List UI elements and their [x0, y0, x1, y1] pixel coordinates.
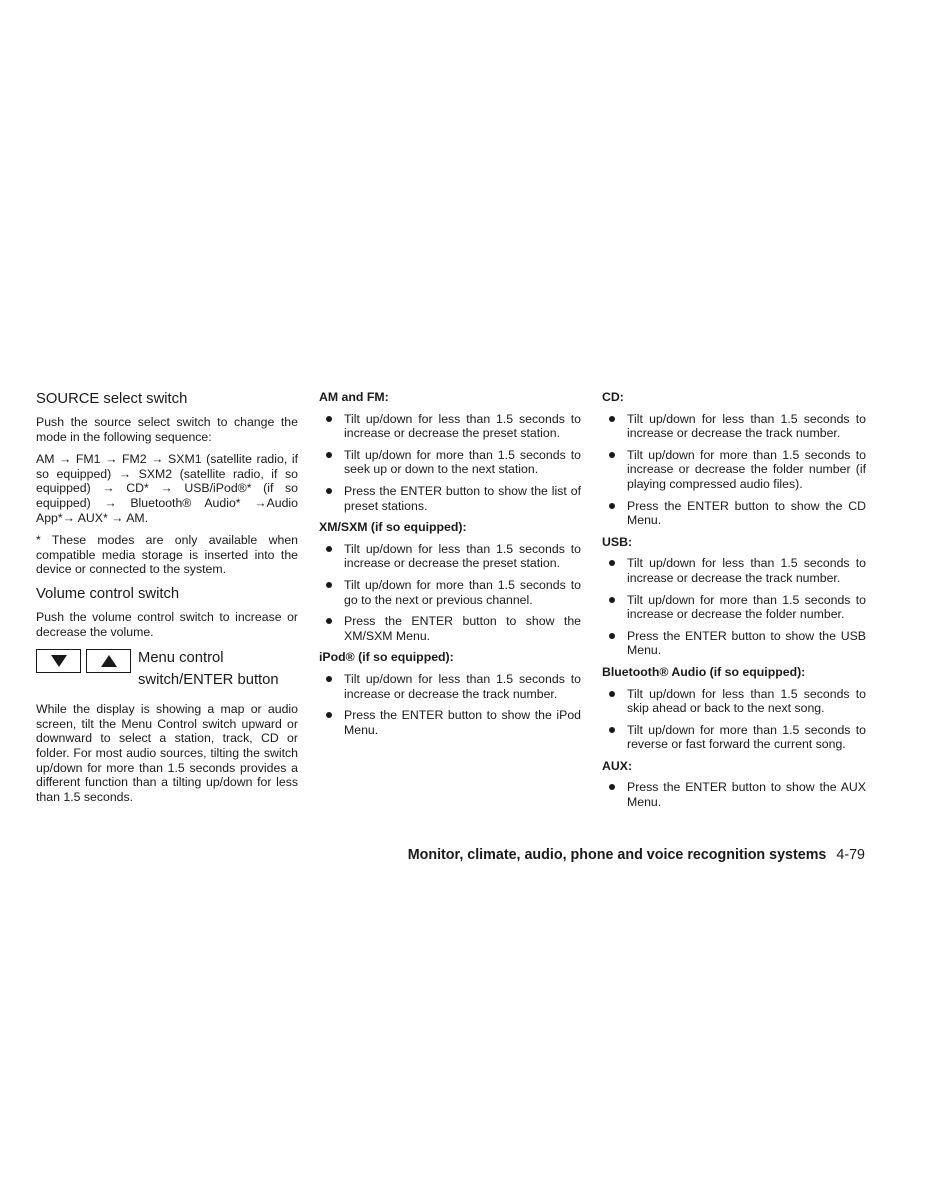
list-item — [602, 629, 866, 658]
bullet-icon — [326, 546, 332, 552]
xm-sxm-heading: XM/SXM (if so equipped): — [319, 520, 467, 535]
list-item — [602, 499, 866, 528]
list-item — [602, 780, 866, 809]
page-footer — [408, 847, 865, 863]
bullet-icon — [326, 488, 332, 494]
list-item-text: Tilt up/down for less than 1.5 seconds to skip ahead or back to the next song. — [627, 686, 866, 716]
up-button-graphic — [86, 649, 131, 673]
volume-control-heading: Volume control switch — [36, 585, 180, 602]
list-item — [602, 556, 866, 585]
list-item — [319, 484, 581, 513]
down-button-graphic — [36, 649, 81, 673]
bullet-icon — [609, 633, 615, 639]
bullet-icon — [326, 618, 332, 624]
ipod-heading: iPod® (if so equipped): — [319, 650, 454, 665]
menu-control-figure — [36, 647, 298, 693]
list-item-text: Press the ENTER button to show the AUX Menu. — [627, 780, 866, 810]
list-item-text: Tilt up/down for more than 1.5 seconds to increase or decrease the folder number (if playing compressed audio files). — [627, 447, 866, 491]
list-item — [319, 578, 581, 607]
list-item — [319, 542, 581, 571]
list-item-text: Press the ENTER button to show the iPod Menu. — [344, 708, 581, 737]
usb-list — [602, 556, 866, 658]
source-sequence: AM → FM1 → FM2 → SXM1 (satellite radio, if so equipped) → SXM2 (satellite radio, if so equipped) → CD* → USB/iPod®* (if so equipped) → Bluetooth® Audio* →Audio App*→ AUX* → AM. — [36, 452, 298, 525]
list-item-text: Press the ENTER button to show the USB Menu. — [627, 628, 866, 658]
middle-column — [319, 390, 581, 744]
bullet-icon — [609, 560, 615, 566]
bullet-icon — [326, 676, 332, 682]
list-item-text: Press the ENTER button to show the list of preset stations. — [344, 483, 581, 513]
cd-heading: CD: — [602, 390, 624, 404]
list-item — [602, 593, 866, 622]
list-item — [602, 687, 866, 716]
bullet-icon — [609, 416, 615, 422]
list-item-text: Press the ENTER button to show the CD Menu. — [627, 498, 866, 528]
list-item — [319, 614, 581, 643]
list-item — [602, 723, 866, 752]
up-arrow-icon — [101, 655, 117, 667]
down-arrow-icon — [51, 655, 67, 667]
menu-control-heading-line1: Menu control — [138, 650, 224, 667]
xm-sxm-list — [319, 542, 581, 644]
cd-list — [602, 412, 866, 528]
list-item-text: Tilt up/down for less than 1.5 seconds to increase or decrease the track number. — [627, 411, 866, 441]
ipod-list — [319, 672, 581, 737]
list-item — [602, 412, 866, 441]
page-number: 4-79 — [836, 847, 865, 863]
left-column — [36, 390, 298, 812]
list-item-text: Tilt up/down for less than 1.5 seconds to increase or decrease the track number. — [344, 671, 581, 701]
aux-heading: AUX: — [602, 758, 633, 773]
bullet-icon — [609, 727, 615, 733]
bullet-icon — [326, 712, 332, 718]
list-item-text: Tilt up/down for more than 1.5 seconds to reverse or fast forward the current song. — [627, 722, 866, 752]
list-item-text: Tilt up/down for less than 1.5 seconds to increase or decrease the preset station. — [344, 541, 581, 571]
list-item — [602, 448, 866, 492]
usb-heading: USB: — [602, 534, 633, 549]
list-item — [319, 412, 581, 441]
am-fm-heading: AM and FM: — [319, 390, 389, 404]
bluetooth-audio-heading: Bluetooth® Audio (if so equipped): — [602, 664, 806, 679]
list-item-text: Tilt up/down for more than 1.5 seconds to go to the next or previous channel. — [344, 577, 581, 607]
bullet-icon — [609, 597, 615, 603]
list-item — [319, 708, 581, 737]
source-select-intro: Push the source select switch to change the mode in the following sequence: — [36, 415, 298, 444]
aux-list — [602, 780, 866, 809]
bullet-icon — [609, 452, 615, 458]
bullet-icon — [326, 582, 332, 588]
source-select-heading: SOURCE select switch — [36, 391, 188, 407]
menu-control-heading — [138, 647, 308, 691]
list-item-text: Press the ENTER button to show the XM/SXM Menu. — [344, 614, 581, 643]
bullet-icon — [326, 452, 332, 458]
bullet-icon — [326, 416, 332, 422]
bullet-icon — [609, 784, 615, 790]
menu-control-heading-line2: switch/ENTER button — [138, 672, 279, 689]
list-item — [319, 672, 581, 701]
list-item-text: Tilt up/down for more than 1.5 seconds to increase or decrease the folder number. — [627, 592, 866, 622]
volume-control-text: Push the volume control switch to increase or decrease the volume. — [36, 609, 298, 639]
menu-control-text: While the display is showing a map or audio screen, tilt the Menu Control switch upward or downward to select a station, track, CD or folder. For most audio sources, tilting the switch up/down for more than 1.5 seconds provides a different function than a tilting up/down for less than 1.5 seconds. — [36, 702, 298, 804]
footer-section-title: Monitor, climate, audio, phone and voice recognition systems — [407, 847, 827, 863]
bluetooth-audio-list — [602, 687, 866, 752]
list-item-text: Tilt up/down for less than 1.5 seconds to increase or decrease the track number. — [627, 556, 866, 585]
right-column — [602, 390, 866, 817]
source-note: * These modes are only available when compatible media storage is inserted into the device or connected to the system. — [36, 533, 298, 577]
list-item-text: Tilt up/down for more than 1.5 seconds to seek up or down to the next station. — [344, 447, 581, 477]
am-fm-list — [319, 412, 581, 514]
list-item-text: Tilt up/down for less than 1.5 seconds to increase or decrease the preset station. — [344, 411, 581, 441]
list-item — [319, 448, 581, 477]
bullet-icon — [609, 691, 615, 697]
bullet-icon — [609, 503, 615, 509]
